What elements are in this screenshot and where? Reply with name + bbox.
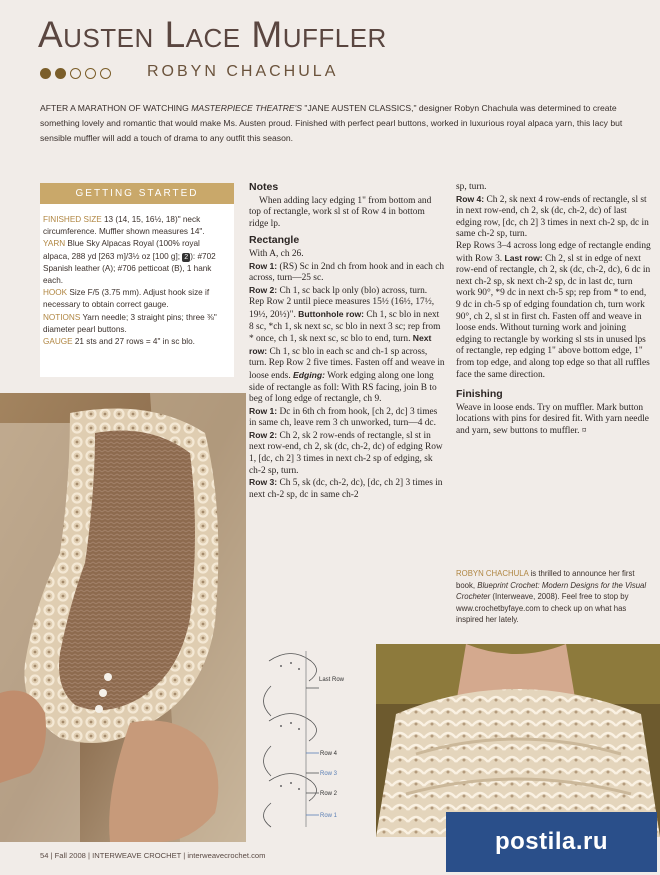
row-text: Ch 1, sc blo in each sc and ch-1 sp across, turn. Rep Row 2 five times. Fasten off and weave in loose ends.	[249, 346, 445, 381]
label: NOTIONS	[43, 312, 81, 322]
yarn-info	[43, 238, 228, 287]
watermark-logo: postila.ru	[446, 812, 657, 872]
label: HOOK	[43, 288, 68, 298]
row-text: Ch 5, sk (dc, ch-2, dc), [dc, ch 2] 3 times in next ch-2 sp, dc in same ch-2	[249, 478, 443, 500]
bio-text: (Interweave, 2008). Feel free to stop by www.crochetbyfaye.com to check up on what has inspired her lately.	[456, 592, 629, 624]
difficulty-rating	[40, 68, 111, 79]
yarn-weight-icon: 2	[184, 253, 189, 261]
getting-started-box	[40, 183, 234, 377]
value: Blue Sky Alpacas Royal (100% royal alpaca, 288 yd [263 m]/3½ oz [100 g];	[43, 239, 200, 261]
instruction-row	[249, 285, 445, 298]
bio-book-title: Blueprint Crochet: Modern Designs for the Visual Crocheter	[456, 580, 647, 601]
difficulty-dot-filled	[55, 68, 66, 79]
gauge-info	[43, 336, 228, 348]
row-text: Work edging along one long side of rectangle as foll: With RS facing, join B to beg of long edge of rectangle, ch 9.	[249, 370, 437, 405]
row-label: Row 2:	[249, 284, 278, 295]
row-label: Row 4:	[456, 193, 485, 204]
value: Yarn needle; 3 straight pins; three ⅜" diameter pearl buttons.	[43, 312, 217, 334]
rectangle-heading: Rectangle	[249, 234, 300, 247]
row-label: Next row:	[249, 333, 432, 356]
instruction-row	[249, 406, 445, 430]
row-label: Row 2:	[249, 429, 278, 440]
intro-italic: MASTERPIECE THEATRE'S	[191, 103, 303, 113]
row-label: Row 3:	[249, 477, 278, 488]
diagram-label: Row 3	[320, 771, 338, 777]
magazine-site: | interweavecrochet.com	[181, 851, 265, 860]
notes-heading: Notes	[249, 181, 279, 193]
label: FINISHED SIZE	[43, 215, 102, 224]
difficulty-dot-filled	[40, 68, 51, 79]
row-text: Ch 1, sc blo in next 8 sc, *ch 1, sk next sc, sc blo in next 3 sc; rep from * once, ch 1, sk next sc, sc blo to end, turn.	[249, 309, 441, 345]
instruction-row: sp, turn.	[456, 182, 487, 192]
intro-paragraph	[40, 101, 648, 146]
page-footer	[40, 851, 265, 860]
row-text: (RS) Sc in 2nd ch from hook and in each ch across, turn—25 sc.	[249, 261, 445, 284]
difficulty-dot-empty	[100, 68, 111, 79]
diagram-label: Row 1	[320, 813, 338, 819]
end-mark-icon: ¤	[581, 425, 587, 436]
finished-size	[43, 214, 228, 238]
notes-text: When adding lacy edging 1" from bottom and top of rectangle, work sl st of Row 4 in bottom ridge lp.	[249, 195, 432, 229]
row-text: Weave in loose ends. Try on muffler. Mark button locations with pins for desired fit. With yarn needle and yarn, sew buttons to muffler.	[456, 402, 649, 436]
instructions-column-middle	[249, 182, 445, 501]
row-label: Last row:	[504, 252, 543, 263]
value: 13 (14, 15, 16½, 18)" neck circumference. Muffler shown measures 14".	[43, 215, 205, 237]
diagram-label: Last Row	[319, 677, 345, 683]
finishing-text	[456, 403, 652, 438]
finishing-heading: Finishing	[456, 388, 503, 401]
row-label: Edging:	[293, 369, 325, 380]
notions-info	[43, 312, 228, 336]
difficulty-dot-empty	[85, 68, 96, 79]
article-title: Austen Lace Muffler	[38, 14, 387, 55]
instruction-row	[249, 297, 445, 405]
diagram-label: Row 2	[320, 791, 338, 797]
value: 21 sts and 27 rows = 4" in sc blo.	[72, 337, 195, 347]
row-text: Rep Row 2 until piece measures 15½ (16½, 17½, 19½, 20½)".	[249, 297, 435, 320]
magazine-name: | INTERWEAVE CROCHET	[86, 851, 181, 860]
row-text: Ch 2, sk next 4 row-ends of rectangle, sl st in next row-end, ch 2, sk (dc, ch-2, dc) of last edging row, [dc, ch 2] 3 times in next ch-2 sp, dc in same ch-2 sp, turn.	[456, 194, 649, 240]
bio-name: ROBYN CHACHULA	[456, 569, 529, 578]
designer-bio	[456, 568, 652, 626]
row-text: Dc in 6th ch from hook, [ch 2, dc] 3 times in same ch, leave rem 3 ch unworked, turn—4 dc.	[249, 406, 438, 429]
label: YARN	[43, 239, 66, 249]
instruction-row	[456, 194, 652, 241]
instruction-row	[249, 261, 445, 285]
getting-started-header: GETTING STARTED	[40, 183, 234, 204]
label: GAUGE	[43, 337, 73, 347]
row-text: Ch 2, sk 2 row-ends of rectangle, sl st in next row-end, ch 2, sk (dc, ch-2, dc) of edging Row 1, [dc, ch 2] 3 times in next ch-2 sp of edging, sk ch-2 sp, turn.	[249, 430, 443, 476]
row-label: Row 1:	[249, 405, 278, 416]
getting-started-body	[40, 204, 234, 348]
page-number: 54	[40, 851, 49, 860]
difficulty-dot-empty	[70, 68, 81, 79]
edging-stitch-diagram	[251, 641, 371, 829]
value: ): #702 Spanish leather (A); #706 petticoat (B), 1 hank each.	[43, 251, 216, 286]
hook-info	[43, 287, 228, 311]
value: Size F/5 (3.75 mm). Adjust hook size if necessary to obtain correct gauge.	[43, 288, 210, 310]
row-label: Row 1:	[249, 260, 278, 271]
diagram-label: Row 4	[320, 751, 338, 757]
rectangle-intro: With A, ch 26.	[249, 248, 304, 259]
muffler-photo-hands	[0, 393, 246, 842]
row-text: Rep Rows 3–4 across long edge of rectangle ending with Row 3.	[456, 240, 651, 264]
instructions-column-right	[456, 182, 652, 437]
bio-text: is thrilled to announce her first book,	[456, 569, 635, 590]
issue: | Fall 2008	[48, 851, 85, 860]
instruction-row	[456, 241, 652, 381]
instruction-row	[249, 430, 445, 477]
author-byline: ROBYN CHACHULA	[147, 63, 339, 80]
intro-text: AFTER A MARATHON OF WATCHING	[40, 103, 192, 113]
intro-text: "JANE AUSTEN CLASSICS," designer Robyn Chachula was determined to create something lovely and romantic that would make Ms. Austen proud. Finished with perfect pearl buttons, worked in luxurious royal alpaca yarn, this lacy but sensible muffler will add a touch of drama to any outfit this season.	[40, 103, 623, 143]
muffler-photo-worn	[376, 644, 660, 837]
row-text: Ch 2, sl st in edge of next row-end of rectangle, ch 2, sk (dc, ch-2, dc), 6 dc in next ch-2 sp, sk next ch-2 sp, dc in last dc, turn work 90°, *9 dc in next ch-5 sp; rep from * to end, 9 dc in ch-5 sp of edging foundation ch, turn work 90°, ch 2, sl st in first ch. Fasten off and weave in loose ends. Without turning work and joining edging to rectangle by working sl sts in unused lps of rectangle, rep edging 1" above bottom edge, 1" from top edge, and along top edge so that all ruffles face the same direction.	[456, 253, 651, 380]
instruction-row	[249, 477, 445, 501]
row-label: Buttonhole row:	[298, 308, 365, 319]
row-text: Ch 1, sc back lp only (blo) across, turn.	[277, 285, 428, 296]
